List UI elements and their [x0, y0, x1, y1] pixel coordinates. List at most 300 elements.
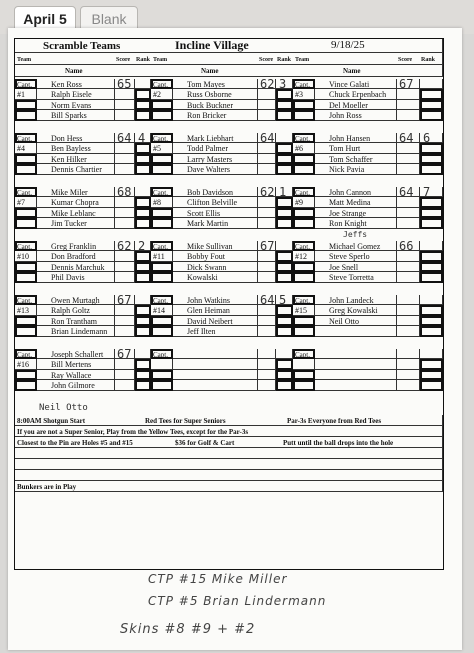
col-label-score: Score	[259, 57, 274, 63]
score-cell	[258, 316, 276, 326]
name-cell	[173, 359, 258, 369]
team-score: 67	[399, 77, 414, 91]
team-score: 64	[399, 131, 414, 145]
note-red-tees: Red Tees for Super Seniors	[145, 417, 226, 425]
player-name: Ben Bayless	[51, 144, 91, 154]
note-shotgun: 8:00AM Shotgun Start	[17, 417, 86, 425]
player-name: Mark Liebhart	[187, 134, 234, 143]
capt-label: Capt.	[295, 243, 310, 251]
team-score: 65	[117, 77, 132, 91]
col-label-name: Name	[201, 67, 219, 75]
rank-cell	[135, 89, 151, 99]
name-cell	[315, 380, 397, 390]
header-date: 9/18/25	[331, 39, 365, 51]
player-name: Russ Osborne	[187, 90, 232, 100]
team-cell	[151, 272, 173, 282]
player-name: Norm Evans	[51, 100, 92, 110]
team-rank: 5	[279, 293, 287, 307]
team-cell	[15, 218, 37, 228]
rank-cell	[135, 359, 151, 369]
rank-cell	[420, 251, 443, 261]
note-bunkers: Bunkers are in Play	[17, 483, 77, 491]
notes-row	[15, 459, 443, 470]
team-number: #2	[153, 90, 161, 100]
capt-label: Capt.	[153, 189, 168, 197]
rank-cell	[420, 241, 443, 251]
score-cell	[258, 349, 276, 359]
team-cell	[15, 272, 37, 282]
capt-label: Capt.	[17, 135, 32, 143]
team-score: 64	[399, 185, 414, 199]
player-name: John Hansen	[329, 134, 371, 143]
scorecard-sheet	[8, 28, 462, 650]
player-name: John Ross	[329, 111, 362, 121]
score-cell	[258, 100, 276, 110]
player-name: Tom Schaffer	[329, 154, 373, 164]
team-cell	[293, 154, 315, 164]
team-rank: 3	[279, 77, 287, 91]
rank-cell	[420, 359, 443, 369]
rank-cell	[276, 110, 293, 120]
note-fee: $36 for Golf & Cart	[175, 439, 235, 447]
score-cell	[115, 326, 135, 336]
rank-cell	[276, 262, 293, 272]
footer-skins: Skins #8 #9 + #2	[120, 622, 256, 637]
rank-cell	[135, 316, 151, 326]
player-name: Ralph Eisele	[51, 90, 92, 100]
team-rank: 4	[138, 131, 146, 145]
score-cell	[115, 316, 135, 326]
note-yellow-tees: If you are not a Super Senior, Play from the Yellow Tees, except for the Par-3s	[17, 428, 249, 436]
rank-cell	[135, 272, 151, 282]
rank-cell	[420, 164, 443, 174]
note-jeffs: Jeffs	[343, 229, 368, 239]
rank-cell	[420, 110, 443, 120]
capt-label: Capt.	[295, 297, 310, 305]
player-name: Dennis Chartier	[51, 165, 102, 175]
rank-cell	[276, 143, 293, 153]
rank-cell	[276, 241, 293, 251]
team-cell	[15, 100, 37, 110]
team-cell	[151, 100, 173, 110]
team-number: #11	[153, 252, 165, 262]
rank-cell	[276, 218, 293, 228]
rank-cell	[135, 100, 151, 110]
rank-cell	[135, 370, 151, 380]
team-rank: 6	[423, 131, 431, 145]
rank-cell	[276, 164, 293, 174]
score-cell	[397, 110, 420, 120]
team-number: #15	[295, 306, 307, 316]
score-cell	[397, 370, 420, 380]
score-cell	[115, 218, 135, 228]
team-cell	[151, 316, 173, 326]
name-cell	[315, 326, 397, 336]
player-name: Don Bradford	[51, 252, 96, 262]
col-label-name: Name	[65, 67, 83, 75]
team-score: 67	[260, 239, 275, 253]
team-number: #5	[153, 144, 161, 154]
capt-label: Capt.	[17, 351, 32, 359]
team-score: 67	[117, 347, 132, 361]
rank-cell	[135, 380, 151, 390]
score-cell	[258, 154, 276, 164]
capt-label: Capt.	[153, 243, 168, 251]
player-name: Vince Galati	[329, 80, 370, 89]
name-cell	[173, 370, 258, 380]
rank-cell	[276, 208, 293, 218]
team-score: 62	[260, 185, 275, 199]
score-cell	[397, 349, 420, 359]
player-name: Nick Pavia	[329, 165, 365, 175]
player-name: Ron Trantham	[51, 316, 98, 326]
name-cell	[315, 349, 397, 359]
player-name: Steve Torretta	[329, 273, 374, 283]
score-cell	[115, 154, 135, 164]
rank-cell	[420, 262, 443, 272]
rank-cell	[420, 89, 443, 99]
rank-cell	[276, 272, 293, 282]
player-name: Don Hess	[51, 134, 83, 143]
team-cell	[15, 370, 37, 380]
team-cell	[293, 110, 315, 120]
player-name: John Watkins	[187, 296, 230, 305]
team-cell	[151, 262, 173, 272]
team-cell	[151, 380, 173, 390]
score-cell	[258, 110, 276, 120]
player-name: Clifton Belville	[187, 198, 237, 208]
team-number: #6	[295, 144, 303, 154]
team-rank: 2	[138, 239, 146, 253]
team-cell	[293, 208, 315, 218]
score-cell	[258, 164, 276, 174]
team-cell	[293, 164, 315, 174]
player-name: Glen Heiman	[187, 306, 230, 316]
rank-cell	[420, 79, 443, 89]
name-cell	[173, 380, 258, 390]
player-name: Joe Snell	[329, 262, 359, 272]
score-cell	[397, 262, 420, 272]
col-label-rank: Rank	[277, 57, 292, 63]
player-name: Joe Strange	[329, 208, 367, 218]
rank-cell	[135, 110, 151, 120]
player-name: Ray Wallace	[51, 370, 92, 380]
player-name: John Landeck	[329, 296, 374, 305]
team-score: 66	[399, 239, 414, 253]
player-name: Tom Hurt	[329, 144, 361, 154]
rank-cell	[276, 326, 293, 336]
rank-cell	[420, 100, 443, 110]
player-name: David Neibert	[187, 316, 233, 326]
score-cell	[397, 316, 420, 326]
player-name: Bill Sparks	[51, 111, 87, 121]
team-cell	[15, 154, 37, 164]
note-putt: Putt until the ball drops into the hole	[283, 439, 394, 447]
team-rank: 1	[279, 185, 287, 199]
team-cell	[293, 218, 315, 228]
team-rank: 7	[423, 185, 431, 199]
rank-cell	[420, 380, 443, 390]
team-cell	[15, 326, 37, 336]
player-name: Dave Walters	[187, 165, 230, 175]
rank-cell	[276, 133, 293, 143]
rank-cell	[135, 326, 151, 336]
team-cell	[293, 100, 315, 110]
rank-cell	[135, 262, 151, 272]
player-name: Jim Tucker	[51, 219, 87, 229]
notes-row	[15, 470, 443, 481]
player-name: Owen Murtagh	[51, 296, 100, 305]
capt-label: Capt.	[295, 189, 310, 197]
rank-cell	[276, 380, 293, 390]
team-score: 64	[260, 293, 275, 307]
score-cell	[397, 154, 420, 164]
player-name: Neil Otto	[329, 316, 359, 326]
player-name: Buck Buckner	[187, 100, 233, 110]
player-name: Scott Ellis	[187, 208, 221, 218]
team-number: #3	[295, 90, 303, 100]
player-name: John Gilmore	[51, 381, 95, 391]
team-cell	[293, 316, 315, 326]
score-cell	[115, 262, 135, 272]
footer-ctp15: CTP #15 Mike Miller	[148, 572, 288, 586]
score-cell	[258, 208, 276, 218]
footer-ctp5: CTP #5 Brian Lindermann	[148, 594, 327, 608]
rank-cell	[135, 164, 151, 174]
player-name: Ken Hilker	[51, 154, 87, 164]
player-name: Mike Sullivan	[187, 242, 233, 251]
rank-cell	[135, 154, 151, 164]
score-cell	[115, 380, 135, 390]
tab-april-5[interactable]: April 5	[14, 6, 76, 32]
capt-label: Capt.	[295, 351, 310, 359]
capt-label: Capt.	[295, 81, 310, 89]
team-cell	[151, 359, 173, 369]
capt-label: Capt.	[153, 351, 168, 359]
team-cell	[293, 326, 315, 336]
team-cell	[293, 370, 315, 380]
score-cell	[115, 370, 135, 380]
capt-label: Capt.	[17, 243, 32, 251]
team-cell	[15, 316, 37, 326]
player-name: Dick Swann	[187, 262, 227, 272]
team-cell	[15, 208, 37, 218]
score-cell	[397, 208, 420, 218]
score-cell	[258, 218, 276, 228]
team-cell	[151, 218, 173, 228]
capt-label: Capt.	[153, 81, 168, 89]
score-cell	[397, 380, 420, 390]
team-cell	[293, 380, 315, 390]
score-cell	[115, 208, 135, 218]
team-cell	[151, 370, 173, 380]
team-cell	[15, 262, 37, 272]
rank-cell	[420, 208, 443, 218]
notes-row	[15, 448, 443, 459]
rank-cell	[135, 349, 151, 359]
notes-row	[15, 481, 443, 492]
team-number: #9	[295, 198, 303, 208]
note-par3: Par-3s Everyone from Red Tees	[287, 417, 382, 425]
team-cell	[293, 262, 315, 272]
player-name: Phil Davis	[51, 273, 85, 283]
name-cell	[315, 359, 397, 369]
team-number: #1	[17, 90, 25, 100]
score-cell	[397, 272, 420, 282]
col-label-rank: Rank	[421, 57, 436, 63]
capt-label: Capt.	[17, 81, 32, 89]
score-cell	[115, 100, 135, 110]
name-cell	[315, 370, 397, 380]
rank-cell	[420, 326, 443, 336]
score-cell	[258, 326, 276, 336]
player-name: Larry Masters	[187, 154, 233, 164]
team-number: #13	[17, 306, 29, 316]
player-name: Del Moeller	[329, 100, 368, 110]
score-cell	[115, 164, 135, 174]
header-incline-village: Incline Village	[175, 38, 249, 52]
team-number: #7	[17, 198, 25, 208]
team-cell	[15, 380, 37, 390]
player-name: Mike Leblanc	[51, 208, 96, 218]
rank-cell	[420, 218, 443, 228]
rank-cell	[276, 349, 293, 359]
score-cell	[397, 305, 420, 315]
rank-cell	[276, 370, 293, 380]
score-cell	[397, 164, 420, 174]
header-scramble-teams: Scramble Teams	[43, 40, 121, 52]
capt-label: Capt.	[295, 135, 310, 143]
player-name: Ron Bricker	[187, 111, 227, 121]
scorecard-grid	[14, 38, 444, 570]
player-name: Ken Ross	[51, 80, 82, 89]
score-cell	[397, 100, 420, 110]
name-label-row	[15, 65, 443, 77]
header-row	[15, 39, 443, 53]
rank-cell	[135, 208, 151, 218]
player-name: Michael Gomez	[329, 242, 381, 251]
player-name: Brian Lindemann	[51, 327, 108, 337]
team-score: 67	[117, 293, 132, 307]
team-number: #8	[153, 198, 161, 208]
team-score: 64	[117, 131, 132, 145]
player-name: Bob Davidson	[187, 188, 233, 197]
rank-cell	[135, 187, 151, 197]
player-name: Ralph Goltz	[51, 306, 90, 316]
rank-cell	[276, 359, 293, 369]
player-name: John Cannon	[329, 188, 371, 197]
team-cell	[15, 164, 37, 174]
capt-label: Capt.	[17, 189, 32, 197]
team-number: #12	[295, 252, 307, 262]
player-name: Steve Sperlo	[329, 252, 370, 262]
score-cell	[397, 326, 420, 336]
team-score: 64	[260, 131, 275, 145]
note-neil-otto: Neil Otto	[39, 403, 88, 413]
team-number: #14	[153, 306, 165, 316]
team-score: 62	[117, 239, 132, 253]
team-cell	[151, 164, 173, 174]
rank-cell	[135, 305, 151, 315]
team-cell	[151, 154, 173, 164]
player-name: Ron Knight	[329, 219, 367, 229]
team-cell	[15, 110, 37, 120]
score-cell	[258, 370, 276, 380]
rank-cell	[135, 79, 151, 89]
capt-label: Capt.	[153, 135, 168, 143]
team-cell	[151, 110, 173, 120]
player-name: Tom Mayes	[187, 80, 225, 89]
rank-cell	[276, 251, 293, 261]
team-score: 68	[117, 185, 132, 199]
capt-label: Capt.	[17, 297, 32, 305]
col-label-score: Score	[398, 57, 413, 63]
team-cell	[293, 359, 315, 369]
team-cell	[293, 272, 315, 282]
rank-cell	[135, 218, 151, 228]
capt-label: Capt.	[153, 297, 168, 305]
team-cell	[151, 326, 173, 336]
rank-cell	[276, 316, 293, 326]
rank-cell	[135, 295, 151, 305]
rank-cell	[135, 197, 151, 207]
rank-cell	[420, 305, 443, 315]
column-label-row	[15, 53, 443, 65]
note-closest-pin: Closest to the Pin are Holes #5 and #15	[17, 439, 133, 447]
name-cell	[173, 349, 258, 359]
player-name: Todd Palmer	[187, 144, 228, 154]
score-cell	[115, 110, 135, 120]
team-number: #10	[17, 252, 29, 262]
rank-cell	[276, 100, 293, 110]
score-cell	[258, 380, 276, 390]
player-name: Mark Martin	[187, 219, 229, 229]
player-name: Kumar Chopra	[51, 198, 99, 208]
player-name: Dennis Marchuk	[51, 262, 105, 272]
rank-cell	[420, 349, 443, 359]
score-cell	[258, 262, 276, 272]
player-name: Jeff Ilten	[187, 327, 216, 337]
rank-cell	[420, 370, 443, 380]
rank-cell	[420, 316, 443, 326]
score-cell	[397, 218, 420, 228]
col-label-team: Team	[17, 57, 32, 63]
player-name: Bill Mertens	[51, 360, 92, 370]
team-cell	[151, 208, 173, 218]
team-number: #16	[17, 360, 29, 370]
score-cell	[115, 272, 135, 282]
player-name: Matt Medina	[329, 198, 371, 208]
player-name: Bobby Fout	[187, 252, 226, 262]
rank-cell	[420, 154, 443, 164]
player-name: Chuck Erpenbach	[329, 90, 387, 100]
col-label-rank: Rank	[136, 57, 151, 63]
rank-cell	[420, 272, 443, 282]
player-name: Mike Miler	[51, 188, 88, 197]
score-cell	[397, 295, 420, 305]
player-name: Greg Kowalski	[329, 306, 378, 316]
col-label-name: Name	[343, 67, 361, 75]
rank-cell	[420, 295, 443, 305]
score-cell	[258, 359, 276, 369]
tab-blank[interactable]: Blank	[80, 6, 138, 32]
score-cell	[258, 272, 276, 282]
player-name: Kowalski	[187, 273, 218, 283]
player-name: Joseph Schallert	[51, 350, 104, 359]
score-cell	[397, 359, 420, 369]
team-number: #4	[17, 144, 25, 154]
player-name: Greg Franklin	[51, 242, 97, 251]
